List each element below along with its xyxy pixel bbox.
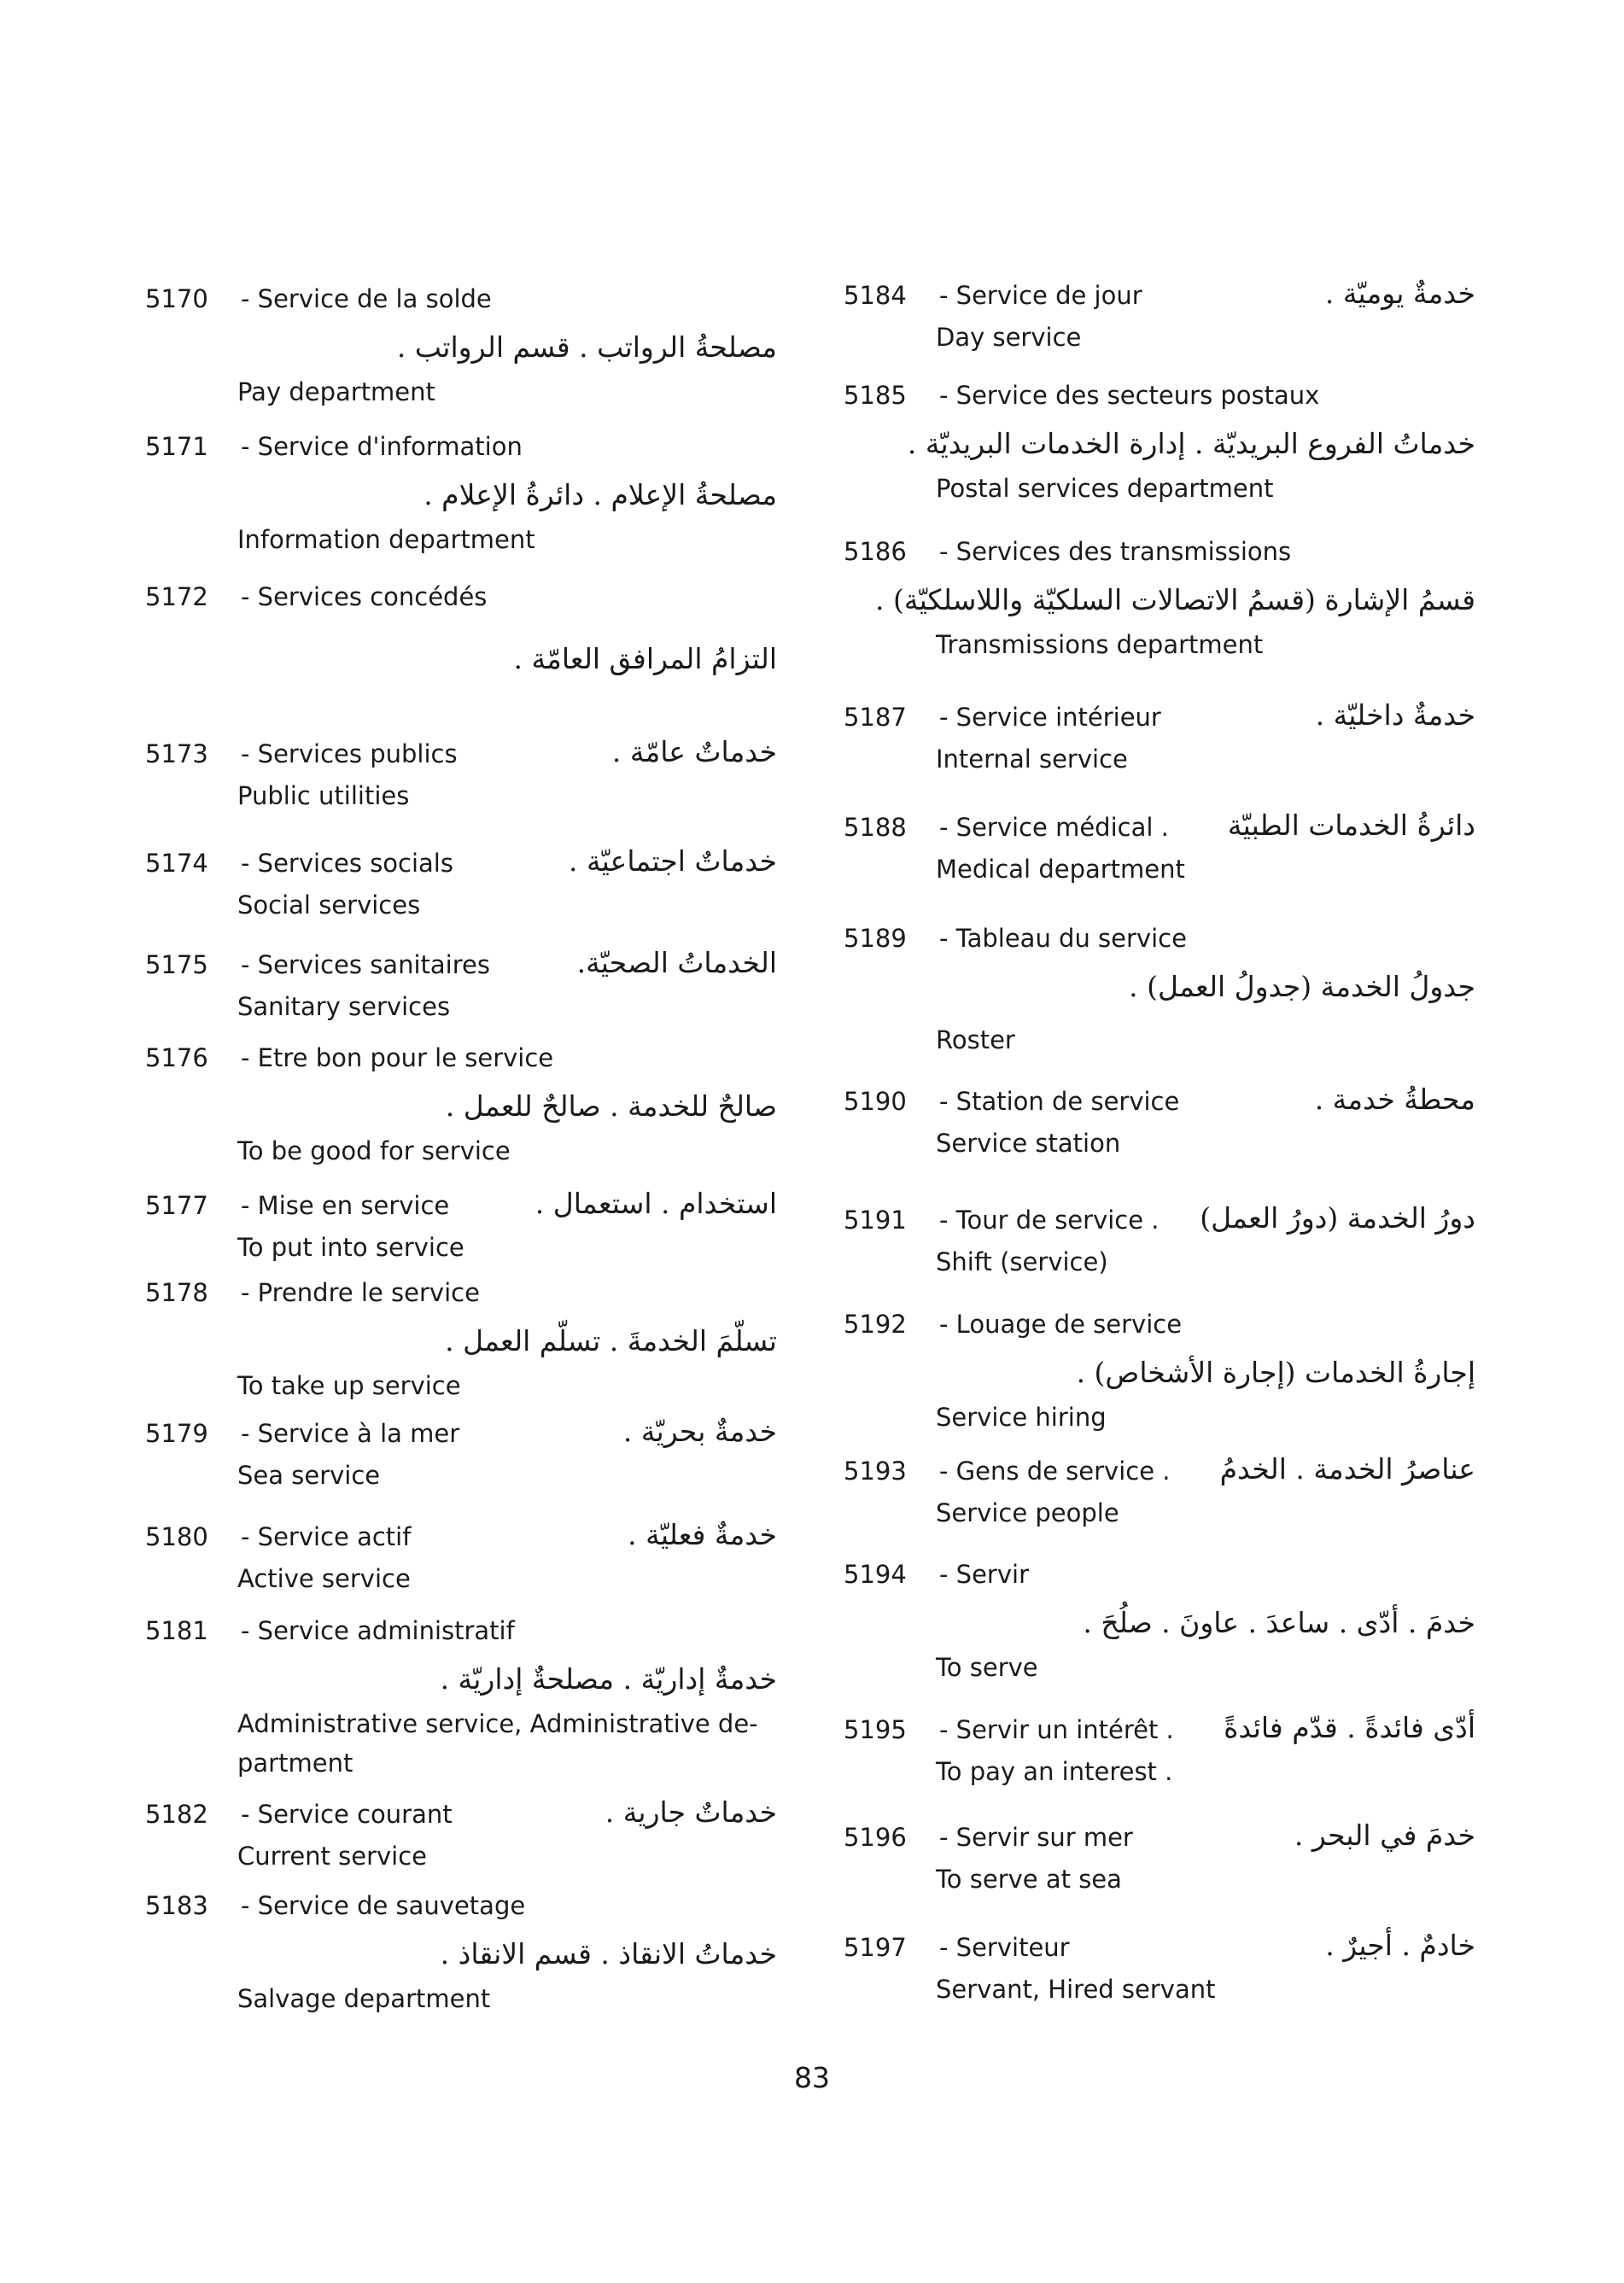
arabic-translation: خدمةٌ بحريّة .	[622, 1415, 777, 1448]
entry-number: 5183	[145, 1891, 208, 1920]
english-translation: To serve at sea	[936, 1865, 1122, 1894]
entry-number: 5172	[145, 582, 208, 611]
entry-5187	[844, 695, 1475, 779]
french-term: - Station de service	[939, 1087, 1180, 1116]
arabic-translation: قسمُ الإشارة (قسمُ الاتصالات السلكيّة واللاسلكيّة) .	[875, 583, 1475, 616]
entry-5170	[145, 277, 777, 412]
english-translation: Servant, Hired servant	[936, 1975, 1216, 2004]
french-term: - Services des transmissions	[939, 537, 1292, 566]
entry-number: 5170	[145, 284, 208, 313]
french-term: - Servir sur mer	[939, 1823, 1133, 1852]
arabic-translation: صالحٌ للخدمة . صالحٌ للعمل .	[445, 1089, 777, 1123]
french-term: - Service à la mer	[241, 1419, 460, 1448]
entry-5180	[145, 1515, 777, 1598]
french-term: - Tour de service .	[939, 1206, 1160, 1235]
english-translation: Postal services department	[936, 474, 1274, 503]
french-term: - Servir	[939, 1560, 1029, 1589]
entry-5193	[844, 1449, 1475, 1533]
arabic-translation: خدمَ . أدّى . ساعدَ . عاونَ . صلُحَ .	[1083, 1606, 1475, 1639]
french-term: - Mise en service	[241, 1191, 450, 1220]
headword-line	[145, 1515, 777, 1559]
entry-number: 5180	[145, 1522, 208, 1551]
headword-line	[844, 1302, 1475, 1346]
entry-number: 5192	[844, 1310, 907, 1339]
english-translation: Social services	[237, 890, 421, 920]
headword-line	[145, 1792, 777, 1836]
headword-line	[145, 732, 777, 776]
entry-5175	[145, 943, 777, 1026]
english-translation: Day service	[936, 323, 1082, 352]
arabic-translation: خدماتٌ اجتماعيّة .	[569, 844, 777, 878]
entry-5173	[145, 732, 777, 815]
english-translation: Salvage department	[237, 1984, 491, 2013]
english-translation: Administrative service, Administrative de-	[237, 1709, 758, 1738]
french-term: - Etre bon pour le service	[241, 1043, 554, 1072]
arabic-translation: دائرةُ الخدمات الطبيّة	[1227, 809, 1475, 842]
entry-5194	[844, 1552, 1475, 1687]
english-translation: To be good for service	[237, 1136, 511, 1165]
french-term: - Service actif	[241, 1522, 412, 1551]
arabic-translation: عناصرُ الخدمة . الخدمُ	[1219, 1452, 1475, 1486]
entry-number: 5189	[844, 924, 907, 953]
entry-number: 5195	[844, 1715, 907, 1744]
french-term: - Service de la solde	[241, 284, 492, 313]
headword-line	[145, 424, 777, 469]
french-term: - Tableau du service	[939, 924, 1187, 953]
arabic-translation: إجارةُ الخدمات (إجارة الأشخاص) .	[1076, 1356, 1475, 1389]
french-term: - Service médical .	[939, 813, 1169, 842]
arabic-translation: دورُ الخدمة (دورُ العمل)	[1200, 1201, 1475, 1235]
french-term: - Service de jour	[939, 281, 1142, 310]
english-translation: Sea service	[237, 1461, 381, 1490]
french-term: - Services socials	[241, 849, 453, 878]
entry-5183	[145, 1883, 777, 2018]
entry-5182	[145, 1792, 777, 1876]
headword-line	[145, 1183, 777, 1228]
headword-line	[145, 841, 777, 885]
english-translation: Service people	[936, 1498, 1119, 1527]
arabic-translation: الخدماتُ الصحيّة.	[576, 946, 777, 979]
arabic-translation: أدّى فائدةً . قدّم فائدةً	[1224, 1711, 1475, 1744]
headword-line	[145, 575, 777, 619]
french-term: - Services sanitaires	[241, 950, 490, 979]
entry-5172	[145, 575, 777, 684]
entry-5197	[844, 1925, 1475, 2009]
english-translation: Shift (service)	[936, 1247, 1108, 1276]
french-term: - Gens de service .	[939, 1457, 1171, 1486]
entry-5192	[844, 1302, 1475, 1437]
english-translation: Medical department	[936, 855, 1185, 884]
entry-number: 5179	[145, 1419, 208, 1448]
arabic-translation: خدماتُ الفروع البريديّة . إدارة الخدمات البريديّة .	[907, 427, 1475, 460]
entry-5181	[145, 1609, 777, 1783]
arabic-translation: استخدام . استعمال .	[535, 1187, 777, 1220]
entry-5178	[145, 1270, 777, 1405]
headword-line	[145, 1609, 777, 1653]
entry-5179	[145, 1411, 777, 1495]
english-translation: Service hiring	[936, 1403, 1107, 1432]
headword-line	[844, 273, 1475, 318]
french-term: - Service courant	[241, 1800, 453, 1829]
french-term: - Services concédés	[241, 582, 488, 611]
headword-line	[844, 1449, 1475, 1493]
headword-line	[844, 1925, 1475, 1970]
arabic-translation: خدمَ في البحر .	[1294, 1819, 1475, 1852]
english-translation: Sanitary services	[237, 992, 451, 1021]
entry-5189	[844, 916, 1475, 1060]
english-translation: Roster	[936, 1025, 1015, 1054]
english-translation: To pay an interest .	[936, 1757, 1173, 1786]
english-translation: Active service	[237, 1564, 411, 1593]
headword-line	[844, 373, 1475, 417]
headword-line	[145, 943, 777, 987]
entry-number: 5190	[844, 1087, 907, 1116]
arabic-translation: خدمةٌ يوميّة .	[1324, 277, 1475, 310]
headword-line	[844, 1079, 1475, 1124]
entry-number: 5171	[145, 432, 208, 461]
entry-5188	[844, 805, 1475, 889]
entry-number: 5184	[844, 281, 907, 310]
entry-number: 5196	[844, 1823, 907, 1852]
entry-number: 5176	[145, 1043, 208, 1072]
english-translation: Public utilities	[237, 781, 410, 810]
entry-5195	[844, 1708, 1475, 1791]
entry-5191	[844, 1198, 1475, 1282]
entry-number: 5182	[145, 1800, 208, 1829]
arabic-translation: خدمةٌ فعليّة .	[628, 1518, 777, 1551]
arabic-translation: محطةُ خدمة .	[1314, 1083, 1475, 1116]
entry-number: 5193	[844, 1457, 907, 1486]
english-translation: Internal service	[936, 744, 1128, 774]
entry-5190	[844, 1079, 1475, 1163]
french-term: - Louage de service	[939, 1310, 1183, 1339]
french-term: - Service intérieur	[939, 703, 1161, 732]
entry-number: 5185	[844, 381, 907, 410]
arabic-translation: خدماتُ الانقاذ . قسم الانقاذ .	[440, 1937, 777, 1971]
english-translation: To take up service	[237, 1371, 461, 1400]
english-translation: Pay department	[237, 377, 435, 406]
entry-number: 5191	[844, 1206, 907, 1235]
arabic-translation: تسلّمَ الخدمةَ . تسلّم العمل .	[445, 1324, 777, 1358]
arabic-translation: خدماتٌ عامّة .	[611, 735, 777, 768]
entry-number: 5194	[844, 1560, 907, 1589]
entry-number: 5178	[145, 1278, 208, 1307]
english-translation: Current service	[237, 1842, 428, 1871]
headword-line	[844, 1198, 1475, 1242]
entry-5186	[844, 529, 1475, 664]
french-term: - Servir un intérêt .	[939, 1715, 1174, 1744]
entry-number: 5188	[844, 813, 907, 842]
headword-line	[145, 1411, 777, 1456]
french-term: - Service d'information	[241, 432, 523, 461]
french-term: - Services publics	[241, 739, 458, 768]
french-term: - Prendre le service	[241, 1278, 480, 1307]
arabic-translation: مصلحةُ الرواتب . قسم الرواتب .	[396, 330, 777, 364]
english-translation: To put into service	[237, 1233, 464, 1262]
arabic-translation: خدمةٌ داخليّة .	[1315, 698, 1475, 732]
entry-number: 5177	[145, 1191, 208, 1220]
entry-number: 5187	[844, 703, 907, 732]
english-translation: Service station	[936, 1129, 1121, 1158]
french-term: - Service de sauvetage	[241, 1891, 526, 1920]
headword-line	[145, 1883, 777, 1928]
english-translation: Transmissions department	[936, 630, 1264, 659]
entry-number: 5186	[844, 537, 907, 566]
headword-line	[844, 695, 1475, 739]
headword-line	[844, 805, 1475, 850]
headword-line	[844, 1552, 1475, 1597]
entry-5177	[145, 1183, 777, 1267]
entry-5185	[844, 373, 1475, 508]
headword-line	[844, 1815, 1475, 1860]
french-term: - Service des secteurs postaux	[939, 381, 1320, 410]
arabic-translation: خادمٌ . أجيرٌ .	[1325, 1929, 1475, 1962]
entry-number: 5175	[145, 950, 208, 979]
entry-number: 5181	[145, 1616, 208, 1645]
entry-5174	[145, 841, 777, 925]
arabic-translation: مصلحةُ الإعلام . دائرةُ الإعلام .	[424, 478, 777, 511]
english-translation-continued: partment	[237, 1749, 353, 1778]
entry-5176	[145, 1036, 777, 1171]
entry-5171	[145, 424, 777, 559]
headword-line	[844, 529, 1475, 574]
entry-number: 5174	[145, 849, 208, 878]
arabic-translation: جدولُ الخدمة (جدولُ العمل) .	[1129, 970, 1475, 1003]
english-translation: To serve	[936, 1653, 1038, 1682]
headword-line	[844, 916, 1475, 960]
entry-number: 5173	[145, 739, 208, 768]
headword-line	[145, 277, 777, 321]
entry-5184	[844, 273, 1475, 357]
headword-line	[145, 1036, 777, 1080]
arabic-translation: خدمةٌ إداريّة . مصلحةٌ إداريّة .	[440, 1662, 777, 1696]
page-number: 83	[794, 2061, 830, 2094]
arabic-translation: التزامُ المرافق العامّة .	[513, 642, 777, 675]
french-term: - Service administratif	[241, 1616, 515, 1645]
headword-line	[145, 1270, 777, 1315]
french-term: - Serviteur	[939, 1933, 1070, 1962]
headword-line	[844, 1708, 1475, 1752]
entry-5196	[844, 1815, 1475, 1899]
arabic-translation: خدماتٌ جارية .	[605, 1795, 777, 1829]
english-translation: Information department	[237, 525, 535, 554]
entry-number: 5197	[844, 1933, 907, 1962]
